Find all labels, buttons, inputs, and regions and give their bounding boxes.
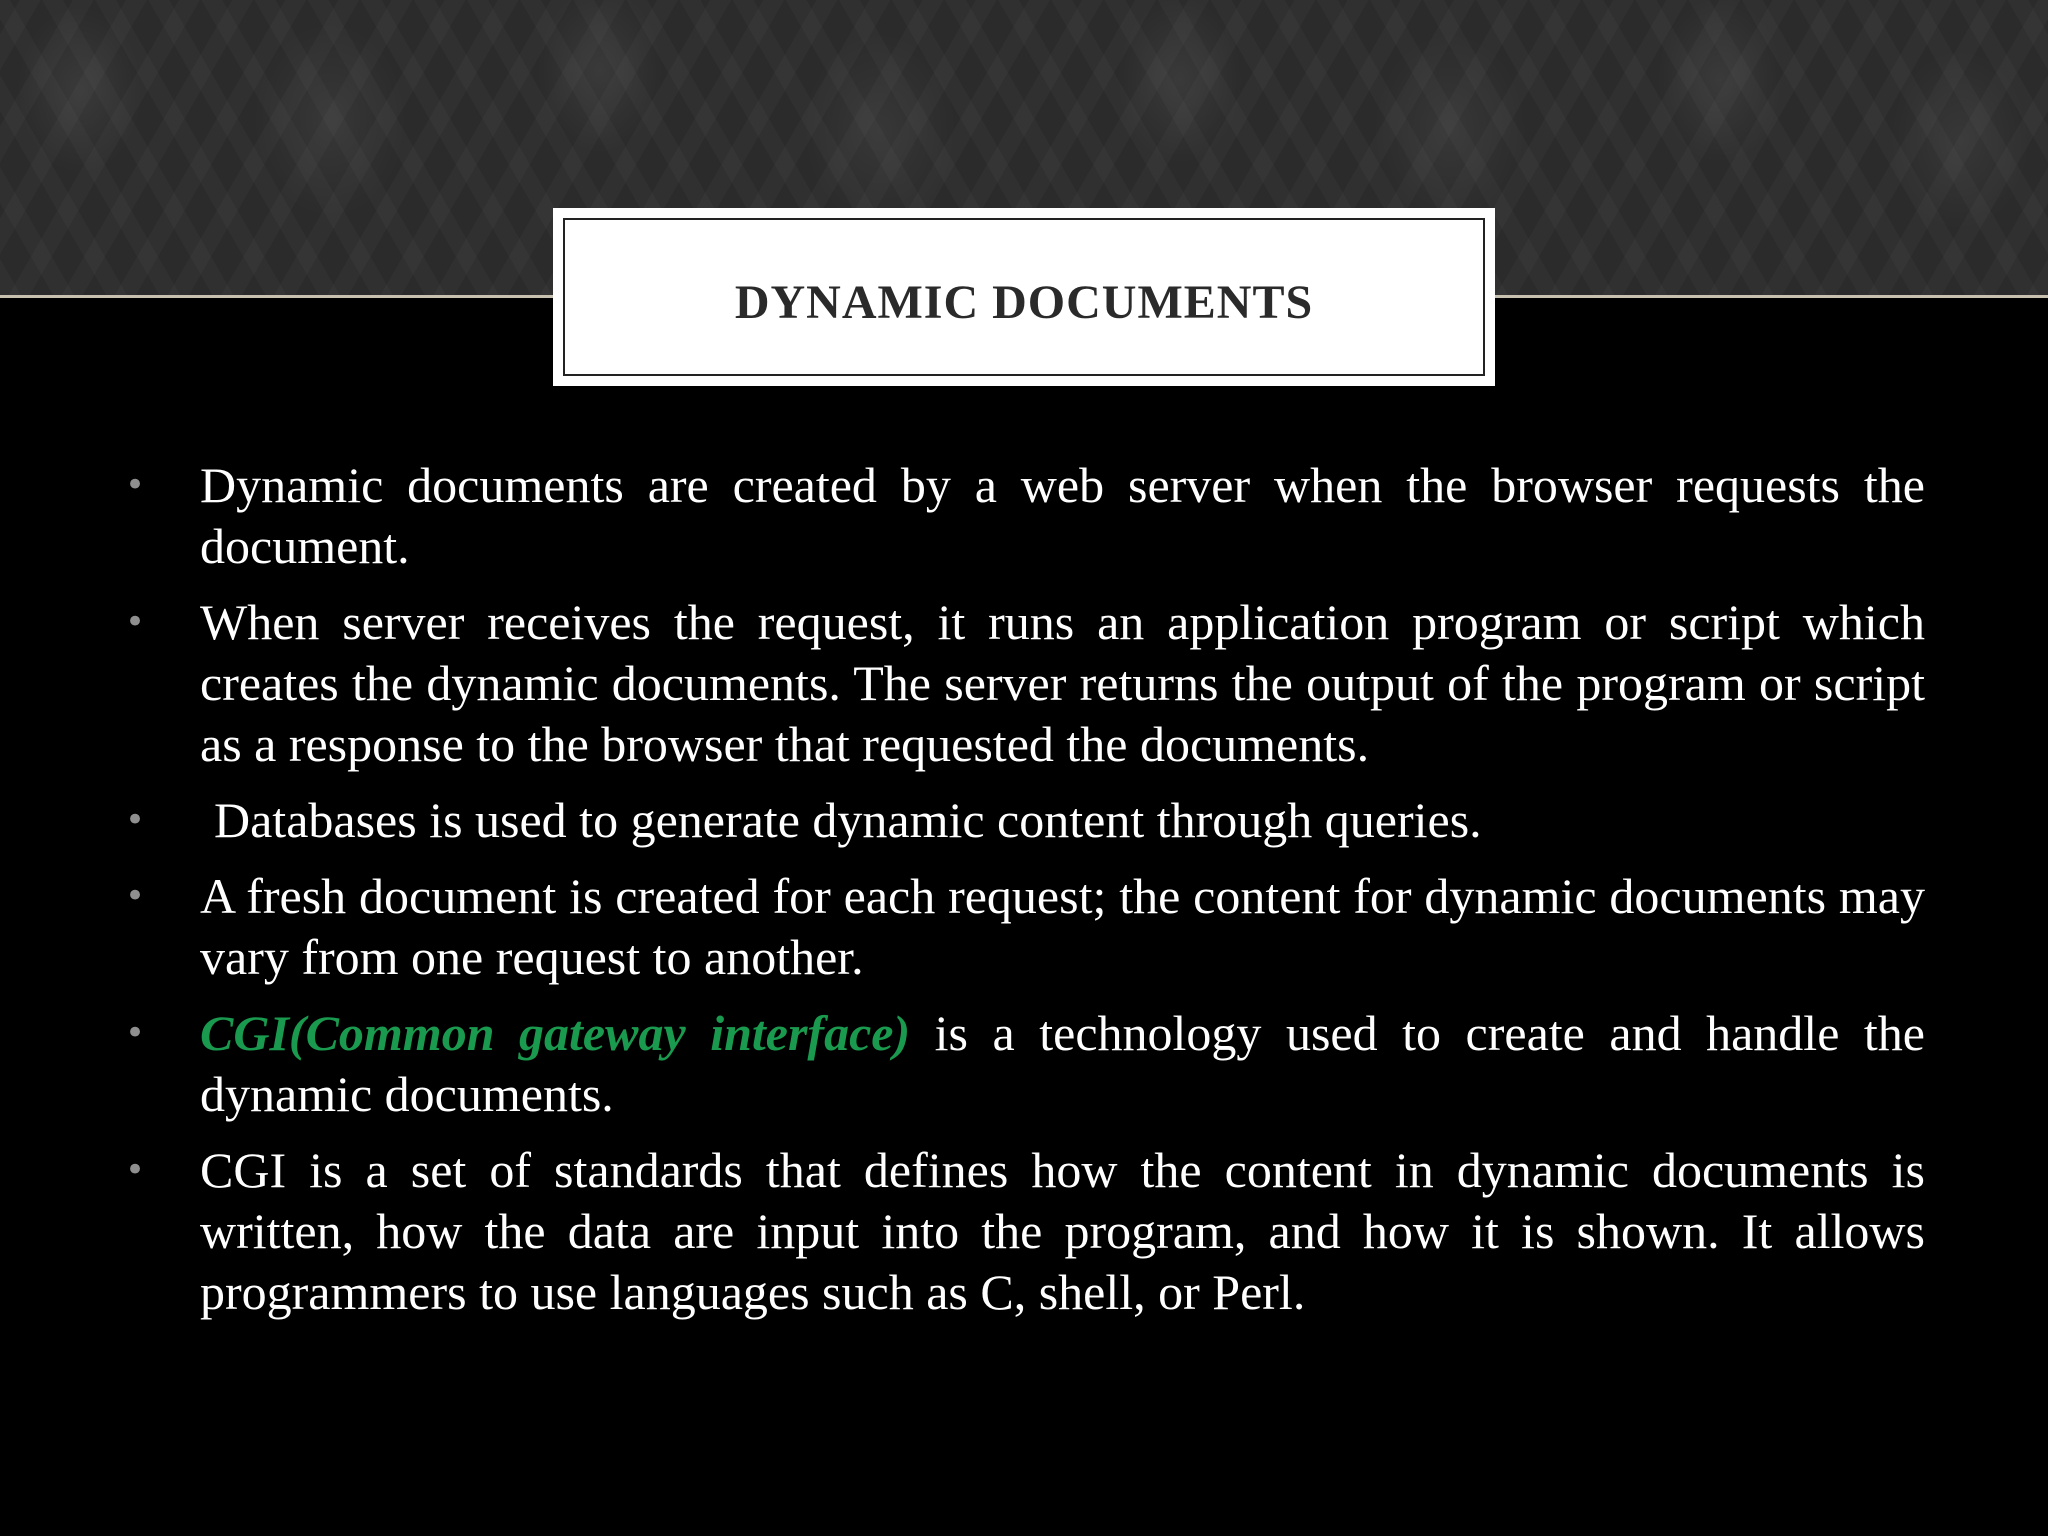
bullet-text: is a technology used to create and handle the dynamic documents. (200, 1005, 1925, 1122)
list-item (120, 1140, 1925, 1323)
bullet-icon: • (125, 602, 146, 642)
title-box (555, 210, 1493, 384)
cgi-term: CGI(Common gateway interface) (200, 1005, 911, 1061)
bullet-text: Databases is used to generate dynamic content through queries. (214, 792, 1482, 848)
list-item (120, 592, 1925, 775)
list-item (120, 866, 1925, 988)
bullet-icon: • (125, 465, 146, 505)
bullet-list (120, 455, 1925, 1338)
list-item (120, 1003, 1925, 1125)
bullet-text: Dynamic documents are created by a web server when the browser requests the document. (200, 457, 1925, 574)
list-item (120, 790, 1925, 851)
bullet-icon: • (125, 1150, 146, 1190)
bullet-icon: • (125, 876, 146, 916)
bullet-icon: • (125, 800, 146, 840)
bullet-text: When server receives the request, it runs an application program or script which creates the dynamic documents. The server returns the output of the program or script as a response to the browser that requested the documents. (200, 594, 1925, 772)
slide-title: DYNAMIC DOCUMENTS (734, 275, 1314, 329)
bullet-text: CGI is a set of standards that defines how the content in dynamic documents is written, how the data are input into the program, and how it is shown. It allows programmers to use languages such as C, shell, or Perl. (200, 1142, 1925, 1320)
bullet-icon: • (125, 1013, 146, 1053)
bullet-text: A fresh document is created for each request; the content for dynamic documents may vary from one request to another. (200, 868, 1925, 985)
title-frame (563, 218, 1485, 376)
list-item (120, 455, 1925, 577)
